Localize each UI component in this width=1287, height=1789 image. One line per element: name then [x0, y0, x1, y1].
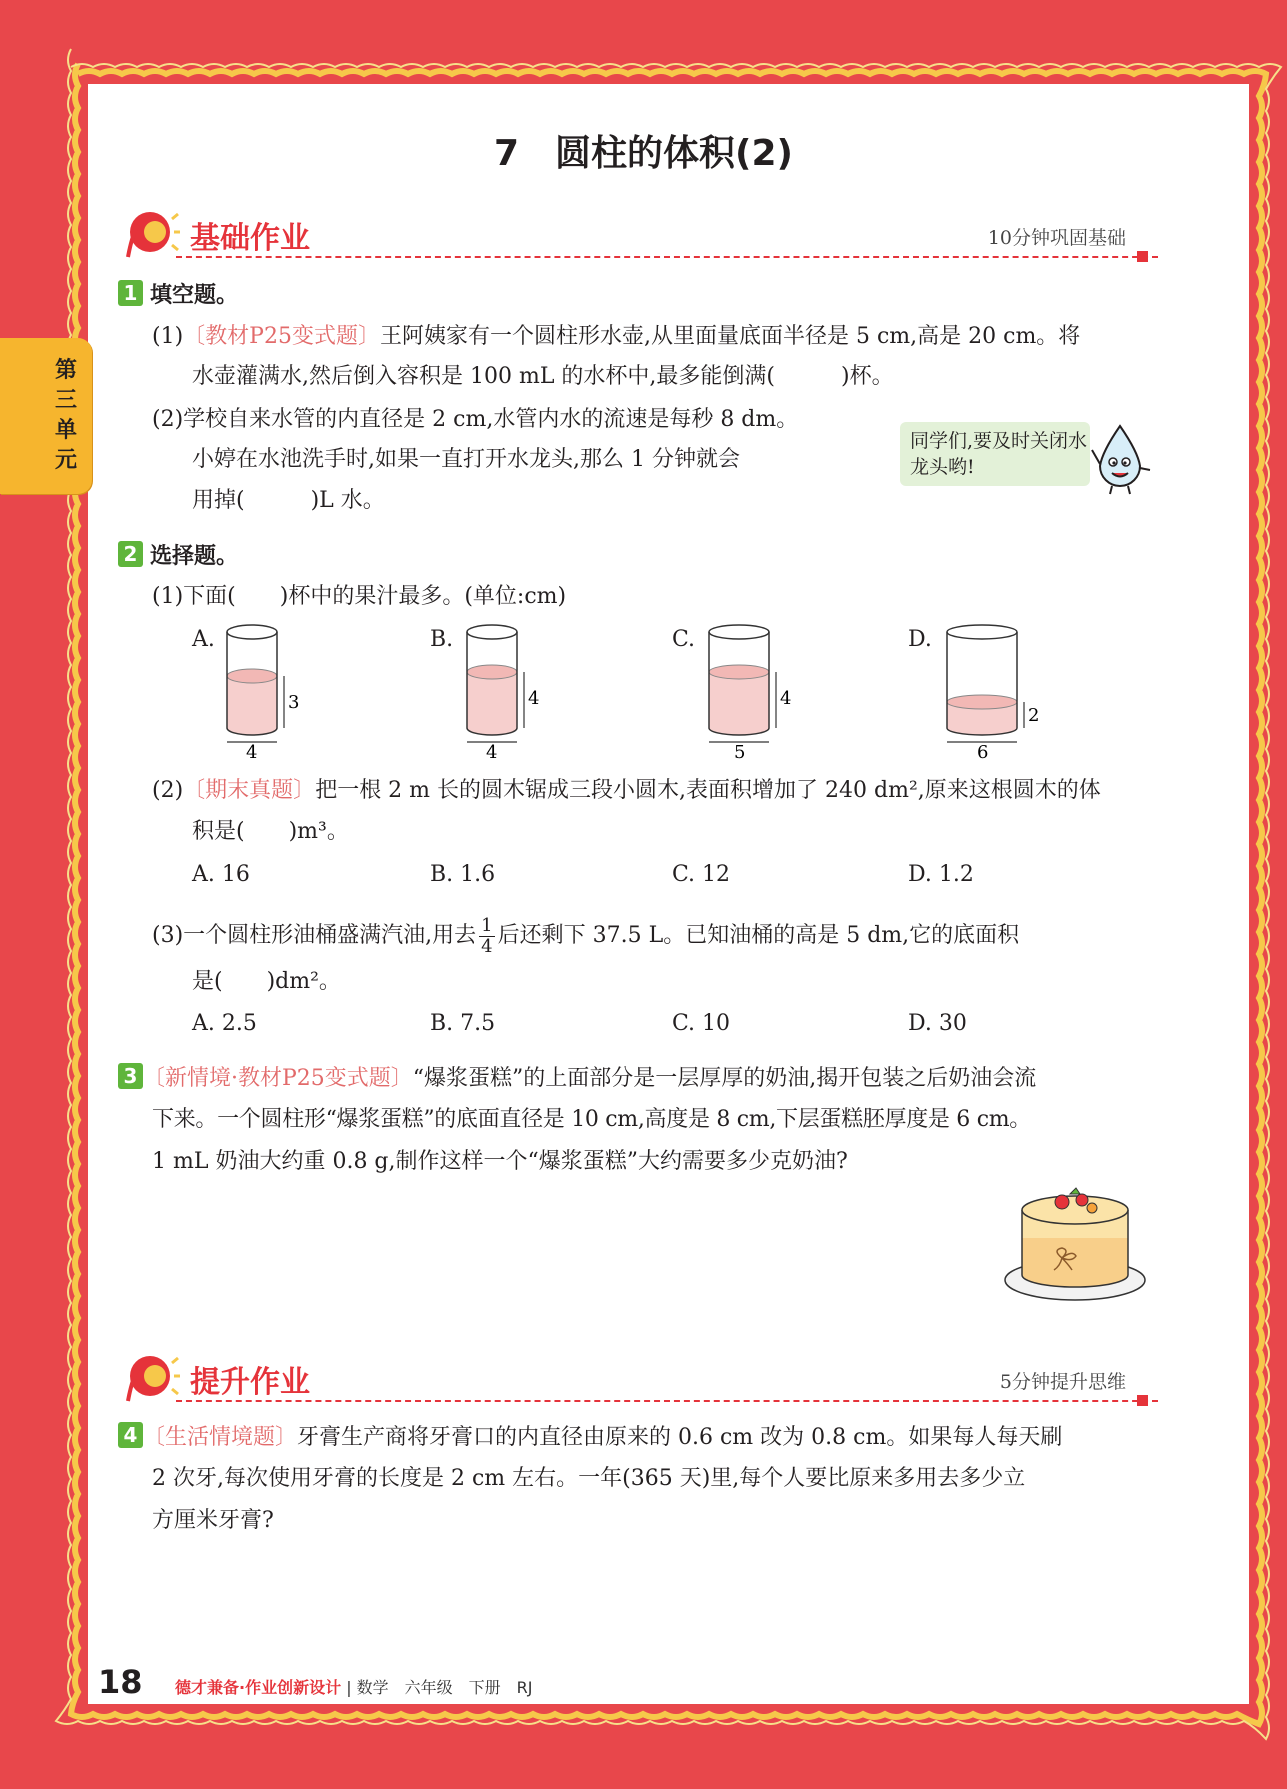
cup-a-height: 3 — [288, 692, 300, 713]
q2-p2-option-a: A. 16 — [192, 862, 250, 887]
divider-end — [1137, 251, 1148, 262]
q2-p2-tag: 〔期末真题〕 — [183, 778, 316, 803]
q2-p1: (1)下面( )杯中的果汁最多。(单位:cm) — [152, 584, 567, 609]
q3-line1 — [118, 1063, 1036, 1094]
q1-p1-prefix: (1) — [152, 324, 184, 349]
section-advanced-subtitle: 5分钟提升思维 — [999, 1371, 1126, 1393]
footer-series: | 数学 六年级 下册 RJ — [346, 1678, 533, 1697]
cup-a-diameter: 4 — [246, 742, 258, 760]
q2-p2-text: 把一根 2 m 长的圆木锯成三段小圆木,表面积增加了 240 dm²,原来这根圆木的体 — [315, 778, 1101, 803]
cup-b-diameter: 4 — [486, 742, 498, 760]
q1-p2-line2: 小婷在水池洗手时,如果一直打开水龙头,那么 1 分钟就会 — [192, 447, 740, 472]
fraction-denominator: 4 — [481, 935, 493, 957]
q1-p1-line2: 水壶灌满水,然后倒入容积是 100 mL 的水杯中,最多能倒满( )杯。 — [192, 364, 894, 389]
divider-end — [1137, 1395, 1148, 1406]
q1-heading-text: 填空题。 — [150, 283, 239, 308]
unit-tab — [0, 338, 92, 494]
q2-p2-option-b: B. 1.6 — [430, 862, 496, 887]
q1-heading — [118, 280, 238, 311]
q2-p3-option-d: D. 30 — [908, 1011, 967, 1036]
cup-d-diagram — [944, 620, 1054, 760]
q2-p3-option-b: B. 7.5 — [430, 1011, 496, 1036]
q1-p2-line3: 用掉( )L 水。 — [192, 488, 385, 513]
cup-c-label: C. — [672, 627, 696, 652]
water-drop-mascot-icon — [1090, 420, 1160, 498]
lamp-icon — [118, 1349, 180, 1407]
section-basic-header — [118, 205, 1158, 265]
q2-p2-line1 — [152, 776, 1101, 806]
cup-c-diameter: 5 — [734, 742, 746, 760]
q2-heading — [118, 541, 238, 572]
cup-c-height: 4 — [780, 688, 792, 709]
footer-brand: 德才兼备·作业创新设计 — [175, 1678, 342, 1697]
fraction-quarter — [479, 916, 494, 957]
q3-number: 3 — [118, 1063, 143, 1089]
cup-d-height: 2 — [1028, 705, 1040, 726]
q2-p2-line2: 积是( )m³。 — [192, 819, 349, 844]
divider — [176, 256, 1158, 258]
q3-text1: “爆浆蛋糕”的上面部分是一层厚厚的奶油,揭开包装之后奶油会流 — [412, 1066, 1037, 1091]
q2-number: 2 — [118, 541, 143, 567]
section-advanced-header — [118, 1349, 1158, 1409]
q4-line2: 2 次牙,每次使用牙膏的长度是 2 cm 左右。一年(365 天)里,每个人要比原来多用去多少立 — [152, 1466, 1026, 1491]
page-number: 18 — [98, 1663, 143, 1701]
q1-p1-line1 — [152, 322, 1080, 352]
q3-tag: 〔新情境·教材P25变式题〕 — [143, 1066, 413, 1091]
q2-p2-prefix: (2) — [152, 778, 184, 803]
fraction-numerator: 1 — [481, 914, 493, 936]
cup-d-label: D. — [908, 627, 932, 652]
q2-p3-text1: (3)一个圆柱形油桶盛满汽油,用去 — [152, 923, 477, 948]
section-basic-title: 基础作业 — [190, 221, 310, 256]
cake-illustration — [1000, 1170, 1150, 1305]
q2-heading-text: 选择题。 — [150, 544, 239, 569]
cup-a-label: A. — [192, 627, 215, 652]
section-advanced-title: 提升作业 — [190, 1365, 310, 1400]
q2-p3-text2: 后还剩下 37.5 L。已知油桶的高是 5 dm,它的底面积 — [497, 923, 1020, 948]
unit-tab-label: 第三单元 — [55, 358, 78, 473]
q1-p2-line1: (2)学校自来水管的内直径是 2 cm,水管内水的流速是每秒 8 dm。 — [152, 407, 799, 432]
bubble-text: 同学们,要及时关闭水龙头哟! — [910, 430, 1088, 478]
cup-b-label: B. — [430, 627, 454, 652]
q2-p2-option-c: C. 12 — [672, 862, 731, 887]
q4-line3: 方厘米牙膏? — [152, 1508, 274, 1533]
q2-p3-line1 — [152, 912, 1019, 960]
q3-line2: 下来。一个圆柱形“爆浆蛋糕”的底面直径是 10 cm,高度是 8 cm,下层蛋糕胚厚度是 6 cm。 — [152, 1107, 1031, 1132]
q4-tag: 〔生活情境题〕 — [143, 1425, 298, 1450]
page-title: 7 圆柱的体积(2) — [493, 133, 793, 174]
q2-p3-option-a: A. 2.5 — [192, 1011, 257, 1036]
divider — [176, 1400, 1158, 1402]
cup-c-diagram — [706, 620, 806, 760]
cup-a-diagram — [222, 620, 312, 760]
speech-bubble — [900, 422, 1090, 486]
q2-p2-option-d: D. 1.2 — [908, 862, 974, 887]
q4-text1: 牙膏生产商将牙膏口的内直径由原来的 0.6 cm 改为 0.8 cm。如果每人每天刷 — [297, 1425, 1063, 1450]
q1-number: 1 — [118, 280, 143, 306]
q1-p1-text: 王阿姨家有一个圆柱形水壶,从里面量底面半径是 5 cm,高是 20 cm。将 — [379, 324, 1081, 349]
q1-p1-tag: 〔教材P25变式题〕 — [183, 324, 380, 349]
q4-number: 4 — [118, 1422, 143, 1448]
lamp-icon — [118, 205, 180, 263]
cup-b-diagram — [462, 620, 552, 760]
q2-p3-line2: 是( )dm²。 — [192, 969, 341, 994]
q2-p3-option-c: C. 10 — [672, 1011, 731, 1036]
q4-line1 — [118, 1422, 1062, 1453]
cup-d-diameter: 6 — [977, 742, 989, 760]
section-basic-subtitle: 10分钟巩固基础 — [987, 227, 1126, 249]
q3-line3: 1 mL 奶油大约重 0.8 g,制作这样一个“爆浆蛋糕”大约需要多少克奶油? — [152, 1149, 848, 1174]
cup-b-height: 4 — [528, 688, 540, 709]
footer-info — [175, 1675, 533, 1698]
